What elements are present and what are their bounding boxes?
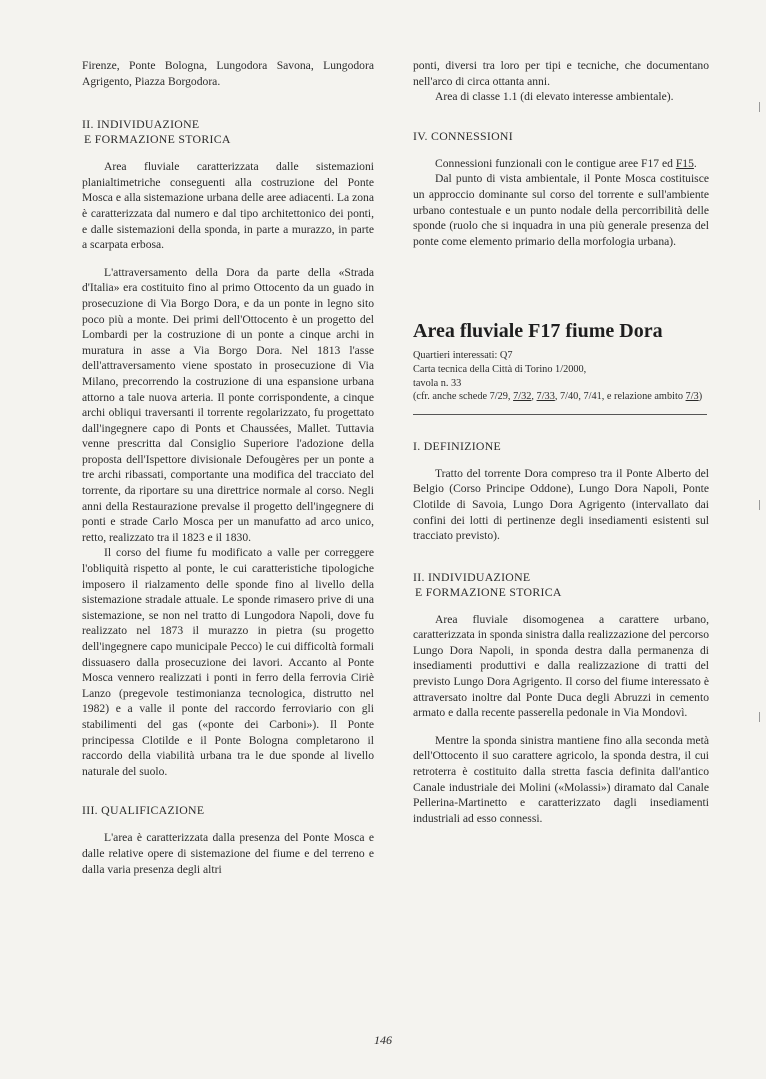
section-divider: [413, 414, 707, 415]
section-ii-heading-line2: E FORMAZIONE STORICA: [84, 132, 231, 147]
edge-mark: [755, 712, 760, 722]
section-iv-paragraph-1: Connessioni funzionali con le contigue aree F17 ed F15.: [435, 156, 697, 170]
section-iv-heading-wrap: [413, 129, 709, 144]
tavola-line: tavola n. 33: [413, 377, 462, 389]
ref-f15-link[interactable]: F15: [675, 156, 694, 170]
right-column: [413, 58, 709, 826]
area-title: Area fluviale F17 fiume Dora: [413, 320, 663, 343]
intro-paragraph: Firenze, Ponte Bologna, Lungodora Savona, Lungodora Agrigento, Piazza Borgodora.: [82, 59, 374, 88]
left-column: [82, 58, 374, 877]
area-metadata: [413, 349, 709, 403]
carta-line: Carta tecnica della Città di Torino 1/2000,: [413, 363, 587, 375]
page-number: 146: [374, 1033, 392, 1047]
cfr-line: (cfr. anche schede 7/29, 7/32, 7/33, 7/40, 7/41, e relazione ambito 7/3): [413, 391, 703, 403]
section-i-heading-wrap: [413, 439, 709, 454]
continuation-paragraph: ponti, diversi tra loro per tipi e tecniche, che documentano nell'arco di circa ottanta anni.: [413, 59, 709, 88]
section-ii-paragraph-3: Il corso del fiume fu modificato a valle per correggere l'obliquità rispetto al ponte, le cui caratteristiche tipologiche imposero il rialzamento delle sponde fino al livello della sistemazione stradale attuale. Le sponde rimasero prive di una sistemazione, se non nel tratto di Lungodora Napoli, dove fu realizzato nel 1873 il murazzo in pietra (su progetto dell'ingegnere capo municipale Pecco) le cui difficoltà formali dissuasero dalla prosecuzione dei lavori. Accanto al Ponte Mosca vennero realizzati i ponti in ferro della ferrovia Ciriè Lanzo (pregevole testimonianza tecnologica, distrutto nel 1982) e a valle il ponte del raccordo ferroviario con gli stabilimenti del gas («ponte dei Carboni»). Il Ponte principessa Clotilde e il Ponte Bologna completarono il raccordo della viabilità urbana tra le due sponde al livello naturale del suolo.: [82, 546, 374, 778]
edge-mark: [755, 500, 760, 510]
ref-7-3-link[interactable]: 7/3: [685, 391, 699, 403]
section-i-heading: I. DEFINIZIONE: [413, 438, 502, 453]
section-iv-heading: IV. CONNESSIONI: [413, 128, 513, 143]
section-iii-heading: III. QUALIFICAZIONE: [82, 803, 205, 818]
section-ii-right-paragraph-1: Area fluviale disomogenea a carattere urbano, caratterizzata in sponda sinistra dalla realizzazione del percorso Lungo Dora Napoli, in sponda destra dalla permanenza di insediamenti produttivi e dalla realizzazione di tratti del previsto Lungo Dora Agrigento. Il corso del fiume interessato è attraversato inoltre dal Ponte Duca degli Abruzzi in cemento armato e dalla recente passerella pedonale in Via Mondovì.: [413, 612, 709, 720]
section-ii-right-paragraph-2: Mentre la sponda sinistra mantiene fino alla seconda metà dell'Ottocento il suo carattere agricolo, la sponda destra, il cui retroterra è costituito dalla stretta fascia definita dall'antico Canale industriale dei Molini («Molassi») diramato dal Canale Pellerina-Martinetto e caratterizzato dagli insediamenti industriali ad esso connessi.: [413, 733, 709, 825]
section-ii-paragraph-1: Area fluviale caratterizzata dalle sistemazioni planialtimetriche conseguenti alla costruzione del Ponte Mosca e alla sistemazione urbana delle aree adiacenti. La zona è caratterizzata dal numero e dal tipo architettonico dei ponti, e dalle sistemazioni della sponda, in parte a murazzo, in parte a scarpata erbosa.: [82, 160, 374, 252]
classe-paragraph: Area di classe 1.1 (di elevato interesse ambientale).: [435, 90, 674, 104]
section-iii-heading-wrap: [82, 803, 374, 818]
section-ii-heading-line1: II. INDIVIDUAZIONE: [82, 117, 200, 132]
section-iv-paragraph-2: Dal punto di vista ambientale, il Ponte Mosca costituisce un approccio dominante sul corso del torrente e sull'ambiente urbano contestuale e un punto nodale della percorribilità delle sponde (ruolo che si inquadra in una più generale presenza del ponte come elemento primario della morfologia urbana).: [413, 172, 709, 248]
section-ii-right-heading-line2: E FORMAZIONE STORICA: [415, 584, 562, 599]
section-ii-right-heading-line1: II. INDIVIDUAZIONE: [413, 569, 531, 584]
section-ii-heading: [82, 117, 374, 147]
ref-7-33-link[interactable]: 7/33: [536, 391, 555, 403]
quartieri-line: Quartieri interessati: Q7: [413, 350, 513, 362]
section-ii-paragraph-2: L'attraversamento della Dora da parte della «Strada d'Italia» era costituito fino al primo Ottocento da un guado in prosecuzione di Via Borgo Dora, e da un ponte in legno sito poco più a monte. Dei primi dell'Ottocento è un progetto del Lombardi per la costruzione di un ponte a cinque archi in muratura in asse a Via Borgo Dora. Nel 1813 l'asse dell'attraversamento viene spostato in prosecuzione di Via Milano, precorrendo la costruzione di una espansione urbana attorno a tale nuova arteria. Il ponte corrispondente, a cinque archi obliqui traversanti il torrente regolarizzato, fu progettato dall'ingegnere capo di Ponts et Chaussées, Mallet. Tuttavia venne prescritta dal Consiglio Superiore l'adozione della proposta dell'Ispettore divisionale Defougères per un ponte a tre archi ribassati, comportante una modifica del tracciato del torrente, da riportare su una direttrice normale al corso. Negli anni della Restaurazione prevalse il progetto dell'ingegnere di ponti e strade Carlo Mosca per un manufatto ad arco unico, retto, realizzato tra il 1823 e il 1830.: [82, 265, 374, 544]
ref-7-32-link[interactable]: 7/32: [513, 391, 532, 403]
section-iii-paragraph-1: L'area è caratterizzata dalla presenza del Ponte Mosca e dalle relative opere di sistemazione del fiume e del terreno e dalla varia presenza degli altri: [82, 831, 374, 876]
edge-mark: [755, 102, 760, 112]
section-i-paragraph-1: Tratto del torrente Dora compreso tra il Ponte Alberto del Belgio (Corso Principe Oddone), Lungo Dora Napoli, Ponte Clotilde di Savoia, Lungo Dora Agrigento (intervallato dai confini dei lotti di pertinenze degli insediamenti esistenti sul tracciato previsto).: [413, 466, 709, 543]
section-ii-right-heading: [413, 570, 709, 600]
